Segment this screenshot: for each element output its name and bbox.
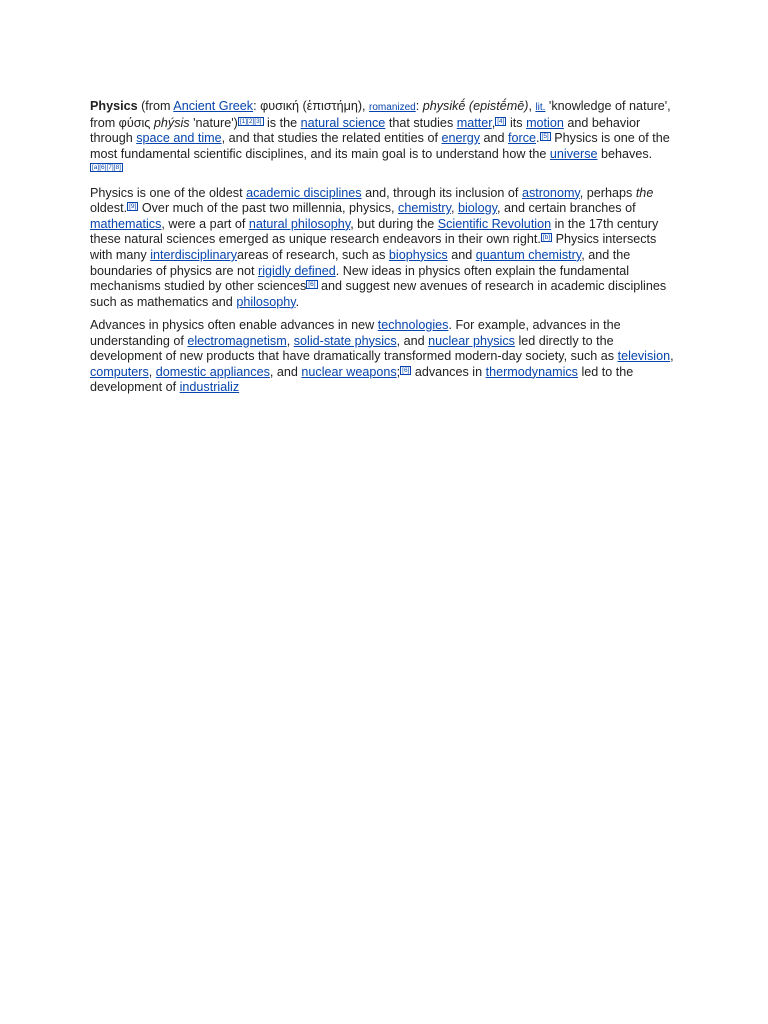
- citation-ref[interactable]: [540, 134, 551, 141]
- citation-ref[interactable]: [541, 235, 552, 242]
- link-biology[interactable]: biology: [457, 201, 497, 216]
- link-energy[interactable]: energy: [441, 131, 480, 146]
- citation-ref-box: [a][6][7][8]: [92, 164, 121, 172]
- text-run: advances in: [411, 364, 486, 379]
- text-run: : φυσική (ἐπιστήμη),: [253, 99, 370, 113]
- article-body: [90, 99, 678, 403]
- link-domestic-appliances[interactable]: domestic appliances: [155, 364, 270, 379]
- link-television[interactable]: television: [617, 349, 671, 364]
- text-run: (from: [137, 99, 174, 113]
- text-run: 'knowledge of nature', from φύσις: [90, 99, 671, 130]
- paragraph-technology: [90, 318, 678, 396]
- text-run: :: [415, 99, 423, 113]
- text-run: Physics intersects with many: [90, 232, 657, 262]
- link-solid-state-physics[interactable]: solid-state physics: [293, 333, 397, 348]
- citation-ref-box: [9]: [129, 203, 137, 211]
- text-run: areas of research, such as: [237, 247, 389, 262]
- text-run: and behavior through: [90, 115, 641, 146]
- link-chemistry[interactable]: chemistry: [398, 201, 451, 216]
- link-space-and-time[interactable]: space and time: [136, 131, 222, 146]
- text-run: , were a part of: [161, 216, 249, 231]
- text-run: ,: [491, 115, 496, 130]
- text-run: , and: [396, 333, 429, 348]
- link-scientific-revolution[interactable]: Scientific Revolution: [437, 216, 552, 231]
- citation-ref-box: [4]: [497, 117, 505, 125]
- citation-ref[interactable]: [90, 165, 123, 172]
- text-run: and, through its inclusion of: [361, 185, 522, 200]
- text-run: . For example, advances in the understanding of: [90, 317, 621, 348]
- text-run: oldest.: [90, 201, 128, 216]
- italic-text: phýsis: [153, 115, 190, 130]
- citation-ref-box: [b]: [542, 234, 551, 242]
- text-run: its: [506, 115, 527, 130]
- link-nuclear-weapons[interactable]: nuclear weapons: [301, 364, 397, 379]
- text-run: ,: [450, 201, 458, 216]
- text-run: . New ideas in physics often explain the fundamental mechanisms studied by other sciences: [90, 263, 630, 294]
- link-quantum-chemistry[interactable]: quantum chemistry: [475, 247, 582, 262]
- link-academic-disciplines[interactable]: academic disciplines: [246, 185, 362, 200]
- citation-ref-box: [5]: [541, 133, 549, 141]
- text-run: and: [447, 247, 476, 262]
- citation-ref[interactable]: [400, 368, 411, 375]
- link-philosophy[interactable]: philosophy: [236, 294, 296, 309]
- paragraph-history: [90, 186, 678, 311]
- link-matter[interactable]: matter: [456, 115, 492, 130]
- text-run: , and certain branches of: [496, 201, 636, 216]
- paragraph-intro: [90, 99, 678, 178]
- citation-ref[interactable]: [306, 282, 317, 289]
- citation-ref-box: [6]: [402, 366, 410, 374]
- text-run: led to the development of: [90, 364, 634, 395]
- citation-ref-box: [6]: [308, 281, 316, 289]
- link-mathematics[interactable]: mathematics: [90, 216, 162, 231]
- text-run: .: [295, 294, 300, 309]
- article-term: Physics: [90, 99, 138, 113]
- link-industrialization[interactable]: industrializ: [179, 380, 240, 395]
- text-run: in the 17th century these natural sciences emerged as unique research endeavors in their own right.: [90, 216, 659, 247]
- citation-ref[interactable]: [127, 204, 138, 211]
- text-run: , but during the: [350, 216, 438, 231]
- text-run: 'nature'): [189, 115, 238, 130]
- link-universe[interactable]: universe: [549, 146, 598, 161]
- text-run: and suggest new avenues of research in academic disciplines such as mathematics and: [90, 279, 667, 309]
- citation-ref[interactable]: [495, 119, 506, 126]
- italic-text: the: [635, 185, 654, 200]
- link-rigidly-defined[interactable]: rigidly defined: [258, 263, 336, 278]
- citation-ref[interactable]: [238, 119, 264, 126]
- text-run: is the: [263, 115, 301, 130]
- link-ancient-greek[interactable]: Ancient Greek: [173, 99, 254, 113]
- link-technologies[interactable]: technologies: [377, 317, 449, 332]
- text-run: , and that studies the related entities of: [221, 131, 442, 146]
- text-run: , perhaps: [579, 185, 636, 200]
- text-run: ;: [396, 364, 401, 379]
- italic-text: physikḗ (epistḗmē): [422, 99, 529, 113]
- link-lit[interactable]: lit.: [535, 102, 546, 113]
- link-thermodynamics[interactable]: thermodynamics: [485, 364, 578, 379]
- text-run: Advances in physics often enable advances in new: [90, 317, 378, 332]
- link-electromagnetism[interactable]: electromagnetism: [187, 333, 287, 348]
- link-interdisciplinary[interactable]: interdisciplinary: [150, 247, 237, 262]
- text-run: behaves.: [597, 146, 653, 161]
- text-run: ,: [528, 99, 536, 113]
- link-astronomy[interactable]: astronomy: [521, 185, 580, 200]
- text-run: , and the boundaries of physics are not: [90, 247, 631, 278]
- text-run: .: [536, 131, 540, 146]
- link-natural-philosophy[interactable]: natural philosophy: [248, 216, 351, 231]
- link-biophysics[interactable]: biophysics: [388, 247, 448, 262]
- link-computers[interactable]: computers: [90, 364, 149, 379]
- link-natural-science[interactable]: natural science: [300, 115, 386, 130]
- text-run: Physics is one of the most fundamental scientific disciplines, and its main goal is to understand how the: [90, 131, 670, 161]
- text-run: led directly to the development of new products that have dramatically transformed modern-day society, such as: [90, 333, 618, 364]
- text-run: , and: [269, 364, 302, 379]
- text-run: ,: [670, 349, 674, 364]
- text-run: ,: [286, 333, 294, 348]
- text-run: that studies: [385, 115, 457, 130]
- link-nuclear-physics[interactable]: nuclear physics: [428, 333, 515, 348]
- link-motion[interactable]: motion: [526, 115, 564, 130]
- text-run: Over much of the past two millennia, physics,: [138, 201, 399, 216]
- link-romanized[interactable]: romanized: [369, 102, 416, 113]
- text-run: and: [480, 131, 509, 146]
- citation-ref-box: [1][2][3]: [239, 117, 262, 125]
- text-run: ,: [148, 364, 156, 379]
- link-force[interactable]: force: [508, 131, 537, 146]
- text-run: Physics is one of the oldest: [90, 185, 247, 200]
